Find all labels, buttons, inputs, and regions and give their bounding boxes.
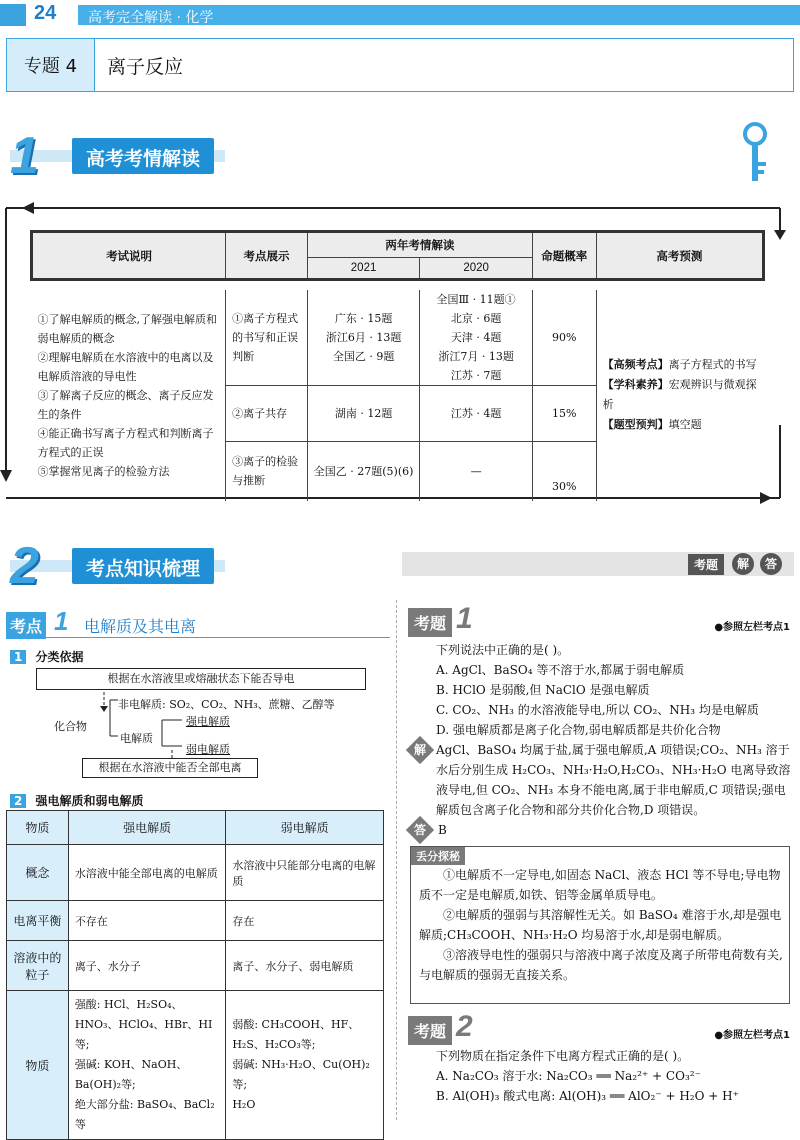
tip-3: ③溶液导电性的强弱只与溶液中离子浓度及离子所带电荷数有关,与电解质的强弱无直接关系。 [419, 948, 783, 982]
q2-ref: ●参照左栏考点1 [714, 1030, 790, 1041]
section1-title: 高考考情解读 [72, 138, 214, 174]
t2-r4-strong-1: 强酸: HCl、H₂SO₄、HNO₃、HClO₄、HBr、HI等; [74, 998, 213, 1051]
kp1-number: 1 [54, 606, 69, 636]
prob-2: 15% [532, 385, 596, 441]
sub2-header [10, 790, 143, 809]
t2-r1-strong: 水溶液中能全部电离的电解质 [68, 845, 226, 901]
prob-3: 30% [532, 441, 596, 501]
t2-r3-strong: 离子、水分子 [68, 941, 226, 991]
section1-banner [10, 127, 230, 185]
q2-stem: 下列物质在指定条件下电离方程式正确的是( )。 [436, 1049, 690, 1063]
key-icon [738, 122, 772, 184]
da-label: 答 [413, 822, 427, 837]
q2-body [436, 1046, 792, 1106]
q2-opt-b: B. Al(OH)₃ 酸式电离: Al(OH)₃ ══ AlO₂⁻ + H₂O + H⁺ [436, 1089, 739, 1103]
topic-label: 专题 4 [7, 39, 95, 91]
t2-r3-h: 溶液中的粒子 [7, 941, 69, 991]
forecast-text-1: 离子方程式的书写 [668, 358, 757, 372]
y2020-1b: 北京 · 6题 [450, 311, 502, 325]
t2-r1-h: 概念 [7, 845, 69, 901]
page-number: 24 [34, 2, 57, 24]
y2021-2: 湖南 · 12题 [307, 385, 420, 441]
col-prob: 命题概率 [532, 232, 596, 280]
t2-r4-strong-2: 强碱: KOH、NaOH、Ba(OH)₂等; [74, 1058, 188, 1091]
section2-banner [10, 537, 232, 595]
t2-h3: 弱电解质 [226, 811, 384, 845]
sub2-title: 强电解质和弱电解质 [35, 794, 144, 808]
y2020-1 [420, 290, 533, 386]
point-2: ②离子共存 [226, 385, 308, 441]
y2021-1a: 广东 · 15题 [334, 311, 393, 325]
y2020-1e: 江苏 · 7题 [450, 368, 502, 382]
col-2020: 2020 [420, 258, 533, 280]
t2-r3-weak: 离子、水分子、弱电解质 [226, 941, 384, 991]
jie-label: 解 [413, 742, 427, 757]
forecast-cell [596, 290, 763, 502]
col-desc: 考试说明 [32, 232, 226, 280]
q1-opt-d: D. 强电解质都是离子化合物,弱电解质都是共价化合物 [436, 723, 721, 737]
t2-r4-weak [226, 991, 384, 1140]
diagram-nonelec: 非电解质: SO₂、CO₂、NH₃、蔗糖、乙醇等 [118, 698, 335, 711]
q1-label: 考题 [408, 608, 452, 637]
diagram-strong: 强电解质 [186, 715, 230, 728]
t2-r2-h: 电离平衡 [7, 901, 69, 941]
jie-badge [406, 736, 434, 764]
forecast-tag-2: 【学科素养】 [602, 378, 669, 392]
diagram-bottom-box: 根据在水溶液中能否全部电离 [82, 758, 258, 778]
forecast-tag-3: 【题型预判】 [602, 418, 669, 432]
kp1-header [6, 606, 390, 638]
q1-stem: 下列说法中正确的是( )。 [436, 643, 570, 657]
section2-title: 考点知识梳理 [72, 548, 214, 584]
exam-desc-1: ①了解电解质的概念,了解强电解质和弱电解质的概念 [37, 312, 217, 345]
col-2021: 2021 [307, 258, 420, 280]
t2-r4-weak-2: 弱碱: NH₃·H₂O、Cu(OH)₂等; [232, 1058, 370, 1091]
page-header [0, 0, 800, 30]
tip-label: 丢分探秘 [411, 847, 465, 865]
q1-answer: B [438, 823, 447, 837]
q1-number: 1 [456, 602, 473, 635]
t2-r2-strong: 不存在 [68, 901, 226, 941]
diagram-top-box: 根据在水溶液里或熔融状态下能否导电 [36, 668, 366, 690]
t2-r4-weak-1: 弱酸: CH₃COOH、HF、H₂S、H₂CO₃等; [232, 1018, 360, 1051]
q1-header [408, 602, 794, 638]
sub2-num: 2 [10, 794, 26, 808]
t2-r2-weak: 存在 [226, 901, 384, 941]
header-bar [78, 5, 800, 25]
diagram-compound: 化合物 [54, 720, 87, 733]
sub1-title: 分类依据 [35, 650, 84, 664]
sub1-header [10, 646, 83, 665]
y2020-1d: 浙江7月 · 13题 [438, 349, 514, 363]
q2-opt-a: A. Na₂CO₃ 溶于水: Na₂CO₃ ══ Na₂²⁺ + CO₃²⁻ [436, 1069, 701, 1083]
t2-r4-h: 物质 [7, 991, 69, 1140]
exam-desc-cell [32, 290, 226, 502]
point-1: ①离子方程式的书写和正误判断 [226, 290, 308, 386]
section2-number: 2 [10, 537, 39, 595]
col-years: 两年考情解读 [307, 232, 532, 258]
q2-header [408, 1010, 794, 1046]
topic-box [6, 38, 794, 92]
y2020-2: 江苏 · 4题 [420, 385, 533, 441]
y2021-1 [307, 290, 420, 386]
diagram-lines [90, 690, 200, 760]
tip-box [410, 846, 790, 1004]
kp1-label: 考点 [6, 612, 46, 639]
kp1-title: 电解质及其电离 [84, 617, 197, 636]
electrolyte-table [6, 810, 384, 1140]
exam-desc-5: ⑤掌握常见离子的检验方法 [37, 464, 170, 478]
q1-opt-a: A. AgCl、BaSO₄ 等不溶于水,都属于弱电解质 [436, 663, 685, 677]
y2020-1c: 天津 · 4题 [450, 330, 502, 344]
tip-1: ①电解质不一定导电,如固态 NaCl、液态 HCl 等不导电;导电物质不一定是电解质,如铁、铝等金属单质导电。 [419, 868, 781, 902]
q2-label: 考题 [408, 1016, 452, 1045]
tag-jie: 解 [732, 553, 754, 575]
exam-desc-3: ③了解离子反应的概念、离子反应发生的条件 [37, 388, 214, 421]
q1-ref: ●参照左栏考点1 [714, 622, 790, 633]
col-point: 考点展示 [226, 232, 308, 280]
q1-explanation: AgCl、BaSO₄ 均属于盐,属于强电解质,A 项错误;CO₂、NH₃ 溶于水后分别生成 H₂CO₃、NH₃·H₂O,H₂CO₃、NH₃·H₂O 电离导致溶液导电,但 CO₂、NH₃ 本身不能电离,属于非电解质,C 项错误;强电解质包含离子化合物和部分共价化合物,D 项错误。 [436, 743, 791, 817]
book-title: 高考完全解读 · 化学 [88, 10, 214, 26]
y2020-3: — [420, 441, 533, 501]
exam-desc-4: ④能正确书写离子方程式和判断离子方程式的正误 [37, 426, 214, 459]
column-divider [396, 600, 397, 1120]
da-badge [406, 816, 434, 844]
topic-title: 离子反应 [107, 56, 184, 78]
prob-1: 90% [532, 290, 596, 386]
y2021-1c: 全国乙 · 9题 [332, 349, 395, 363]
exam-desc-2: ②理解电解质在水溶液中的电离以及电解质溶液的导电性 [37, 350, 214, 383]
t2-r4-strong-3: 绝大部分盐: BaSO₄、BaCl₂等 [74, 1098, 215, 1131]
t2-h1: 物质 [7, 811, 69, 845]
q2-number: 2 [456, 1010, 473, 1043]
tag-da: 答 [760, 553, 782, 575]
q1-body [436, 640, 792, 740]
y2021-3: 全国乙 · 27题(5)(6) [307, 441, 420, 501]
q1-opt-b: B. HClO 是弱酸,但 NaClO 是强电解质 [436, 683, 650, 697]
section2-rightbar [402, 552, 794, 576]
col-forecast: 高考预测 [596, 232, 763, 280]
t2-r4-weak-3: H₂O [232, 1098, 256, 1111]
forecast-text-3: 填空题 [668, 418, 702, 432]
sub1-num: 1 [10, 650, 26, 664]
tip-2: ②电解质的强弱与其溶解性无关。如 BaSO₄ 难溶于水,却是强电解质;CH₃COOH、NH₃·H₂O 均易溶于水,却是弱电解质。 [419, 908, 782, 942]
exam-table [30, 230, 765, 501]
diagram-elec: 电解质 [120, 732, 153, 745]
y2020-1a: 全国Ⅲ · 11题① [436, 292, 516, 306]
t2-r1-weak: 水溶液中只能部分电离的电解质 [226, 845, 384, 901]
section1-number: 1 [10, 127, 39, 185]
y2021-1b: 浙江6月 · 13题 [325, 330, 402, 344]
t2-h2: 强电解质 [68, 811, 226, 845]
t2-r4-strong [68, 991, 226, 1140]
point-3: ③离子的检验与推断 [226, 441, 308, 501]
forecast-tag-1: 【高频考点】 [602, 358, 669, 372]
diagram-weak: 弱电解质 [186, 743, 230, 756]
tag-kaoti: 考题 [688, 554, 724, 575]
forecast-text-2: 宏观辨识与微观探析 [602, 378, 757, 412]
q1-opt-c: C. CO₂、NH₃ 的水溶液能导电,所以 CO₂、NH₃ 均是电解质 [436, 703, 759, 717]
header-block [0, 4, 26, 26]
